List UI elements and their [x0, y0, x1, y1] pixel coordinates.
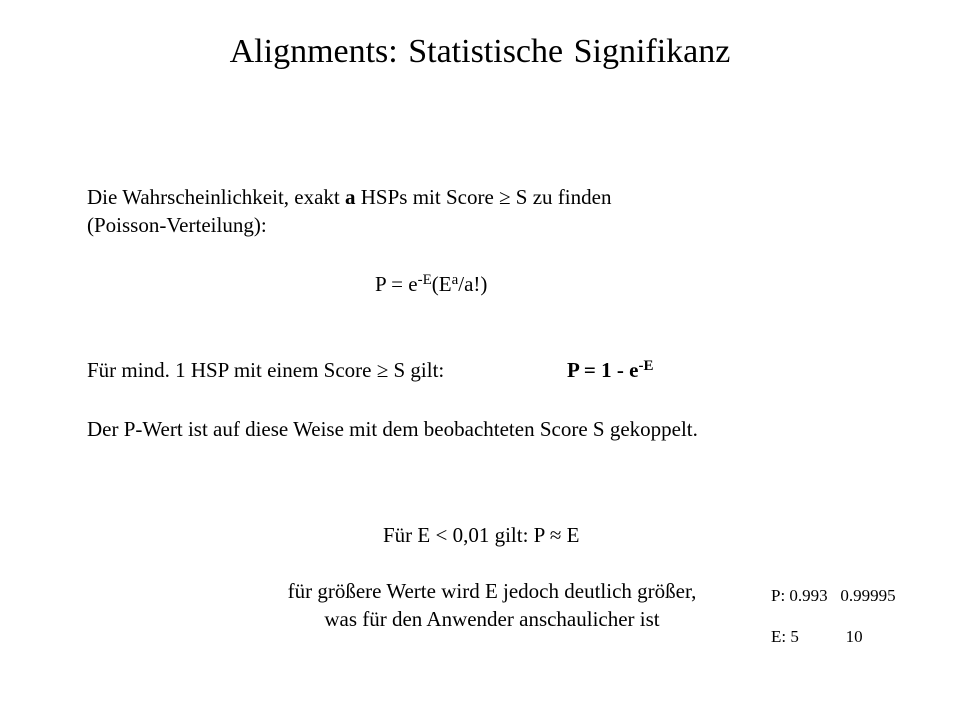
formula-exponent-minus-e: -E — [417, 272, 432, 288]
intro-line-1 — [87, 183, 611, 211]
larger-note-line-2: was für den Anwender anschaulicher ist — [324, 607, 660, 631]
min1-text-post: S gilt: — [388, 358, 445, 382]
min1-text-pre: Für mind. 1 HSP mit einem Score — [87, 358, 377, 382]
intro-variable-a: a — [345, 185, 356, 209]
poisson-formula — [375, 270, 487, 298]
min1-formula-main: P = 1 - e — [567, 358, 639, 382]
example-e-values: E: 5 10 — [771, 627, 863, 646]
approx-statement — [383, 521, 579, 549]
formula-p-eq-e: P = e — [375, 272, 418, 296]
slide-title: Alignments: Statistische Signifikanz — [229, 33, 731, 70]
approx-symbol: ≈ — [549, 523, 562, 547]
intro-text-mid: HSPs mit Score — [355, 185, 500, 209]
min1-formula-exponent: -E — [638, 358, 654, 374]
approx-text-post: E — [561, 523, 580, 547]
pvalue-note: Der P-Wert ist auf diese Weise mit dem beobachteten Score S gekoppelt. — [87, 417, 698, 441]
ge-symbol: ≥ — [499, 185, 511, 209]
formula-paren-e: (E — [431, 272, 452, 296]
approx-text-pre: Für E < 0,01 gilt: P — [383, 523, 550, 547]
example-p-values: P: 0.993 0.99995 — [771, 586, 896, 605]
formula-exponent-a: a — [451, 272, 459, 288]
intro-text-pre: Die Wahrscheinlichkeit, exakt — [87, 185, 345, 209]
formula-rest: /a!) — [458, 272, 488, 296]
intro-text-post: S zu finden — [510, 185, 612, 209]
min1-statement — [87, 356, 444, 384]
ge-symbol-2: ≥ — [376, 358, 389, 382]
larger-note-line-1: für größere Werte wird E jedoch deutlich größer, — [287, 579, 697, 603]
min1-formula — [567, 356, 653, 384]
intro-line-2: (Poisson-Verteilung): — [87, 213, 267, 237]
